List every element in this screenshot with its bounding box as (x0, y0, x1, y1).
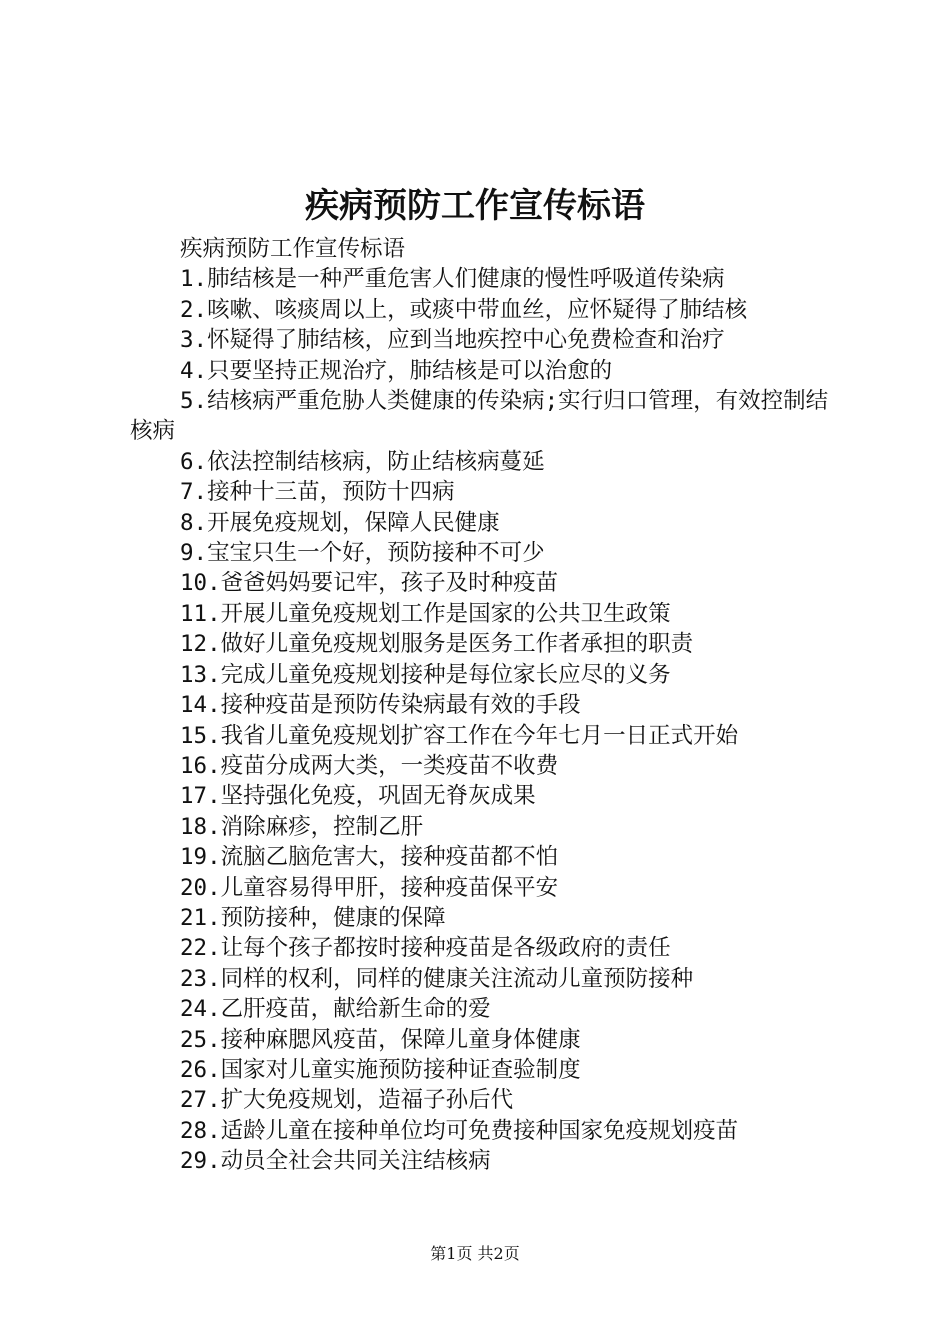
subtitle-line: 疾病预防工作宣传标语 (180, 236, 406, 262)
slogan-line-3: 3.怀疑得了肺结核，应到当地疾控中心免费检查和治疗 (180, 327, 725, 354)
slogan-line-5: 5.结核病严重危胁人类健康的传染病;实行归口管理，有效控制结核病 (130, 388, 829, 445)
slogan-line-22: 22.让每个孩子都按时接种疫苗是各级政府的责任 (180, 935, 671, 962)
slogan-line-29: 29.动员全社会共同关注结核病 (180, 1148, 491, 1175)
slogan-line-17: 17.坚持强化免疫，巩固无脊灰成果 (180, 783, 536, 810)
slogan-line-16: 16.疫苗分成两大类，一类疫苗不收费 (180, 752, 559, 779)
slogan-line-18: 18.消除麻疹，控制乙肝 (180, 813, 424, 840)
slogan-line-20: 20.儿童容易得甲肝，接种疫苗保平安 (180, 874, 559, 901)
slogan-line-28: 28.适龄儿童在接种单位均可免费接种国家免疫规划疫苗 (180, 1117, 739, 1144)
slogan-line-1: 1.肺结核是一种严重危害人们健康的慢性呼吸道传染病 (180, 266, 725, 293)
slogan-line-9: 9.宝宝只生一个好，预防接种不可少 (180, 540, 545, 567)
slogan-line-23: 23.同样的权利，同样的健康关注流动儿童预防接种 (180, 965, 694, 992)
slogan-line-19: 19.流脑乙脑危害大，接种疫苗都不怕 (180, 844, 559, 871)
slogan-line-2: 2.咳嗽、咳痰周以上，或痰中带血丝，应怀疑得了肺结核 (180, 296, 748, 323)
slogan-line-27: 27.扩大免疫规划，造福子孙后代 (180, 1087, 514, 1114)
slogan-line-8: 8.开展免疫规划，保障人民健康 (180, 509, 500, 536)
slogan-line-11: 11.开展儿童免疫规划工作是国家的公共卫生政策 (180, 600, 671, 627)
slogan-line-10: 10.爸爸妈妈要记牢，孩子及时种疫苗 (180, 570, 559, 597)
slogan-line-24: 24.乙肝疫苗，献给新生命的爱 (180, 996, 491, 1023)
slogan-line-15: 15.我省儿童免疫规划扩容工作在今年七月一日正式开始 (180, 722, 739, 749)
slogan-list (130, 234, 830, 1177)
page-title: 疾病预防工作宣传标语 (305, 186, 645, 226)
slogan-line-13: 13.完成儿童免疫规划接种是每位家长应尽的义务 (180, 661, 671, 688)
slogan-line-12: 12.做好儿童免疫规划服务是医务工作者承担的职责 (180, 631, 694, 658)
slogan-line-26: 26.国家对儿童实施预防接种证查验制度 (180, 1056, 581, 1083)
slogan-line-4: 4.只要坚持正规治疗，肺结核是可以治愈的 (180, 357, 613, 384)
slogan-line-21: 21.预防接种，健康的保障 (180, 904, 446, 931)
slogan-line-14: 14.接种疫苗是预防传染病最有效的手段 (180, 692, 581, 719)
slogan-line-7: 7.接种十三苗，预防十四病 (180, 479, 455, 506)
page-footer: 第1页 共2页 (430, 1244, 520, 1263)
slogan-line-6: 6.依法控制结核病，防止结核病蔓延 (180, 448, 545, 475)
slogan-line-25: 25.接种麻腮风疫苗，保障儿童身体健康 (180, 1026, 581, 1053)
